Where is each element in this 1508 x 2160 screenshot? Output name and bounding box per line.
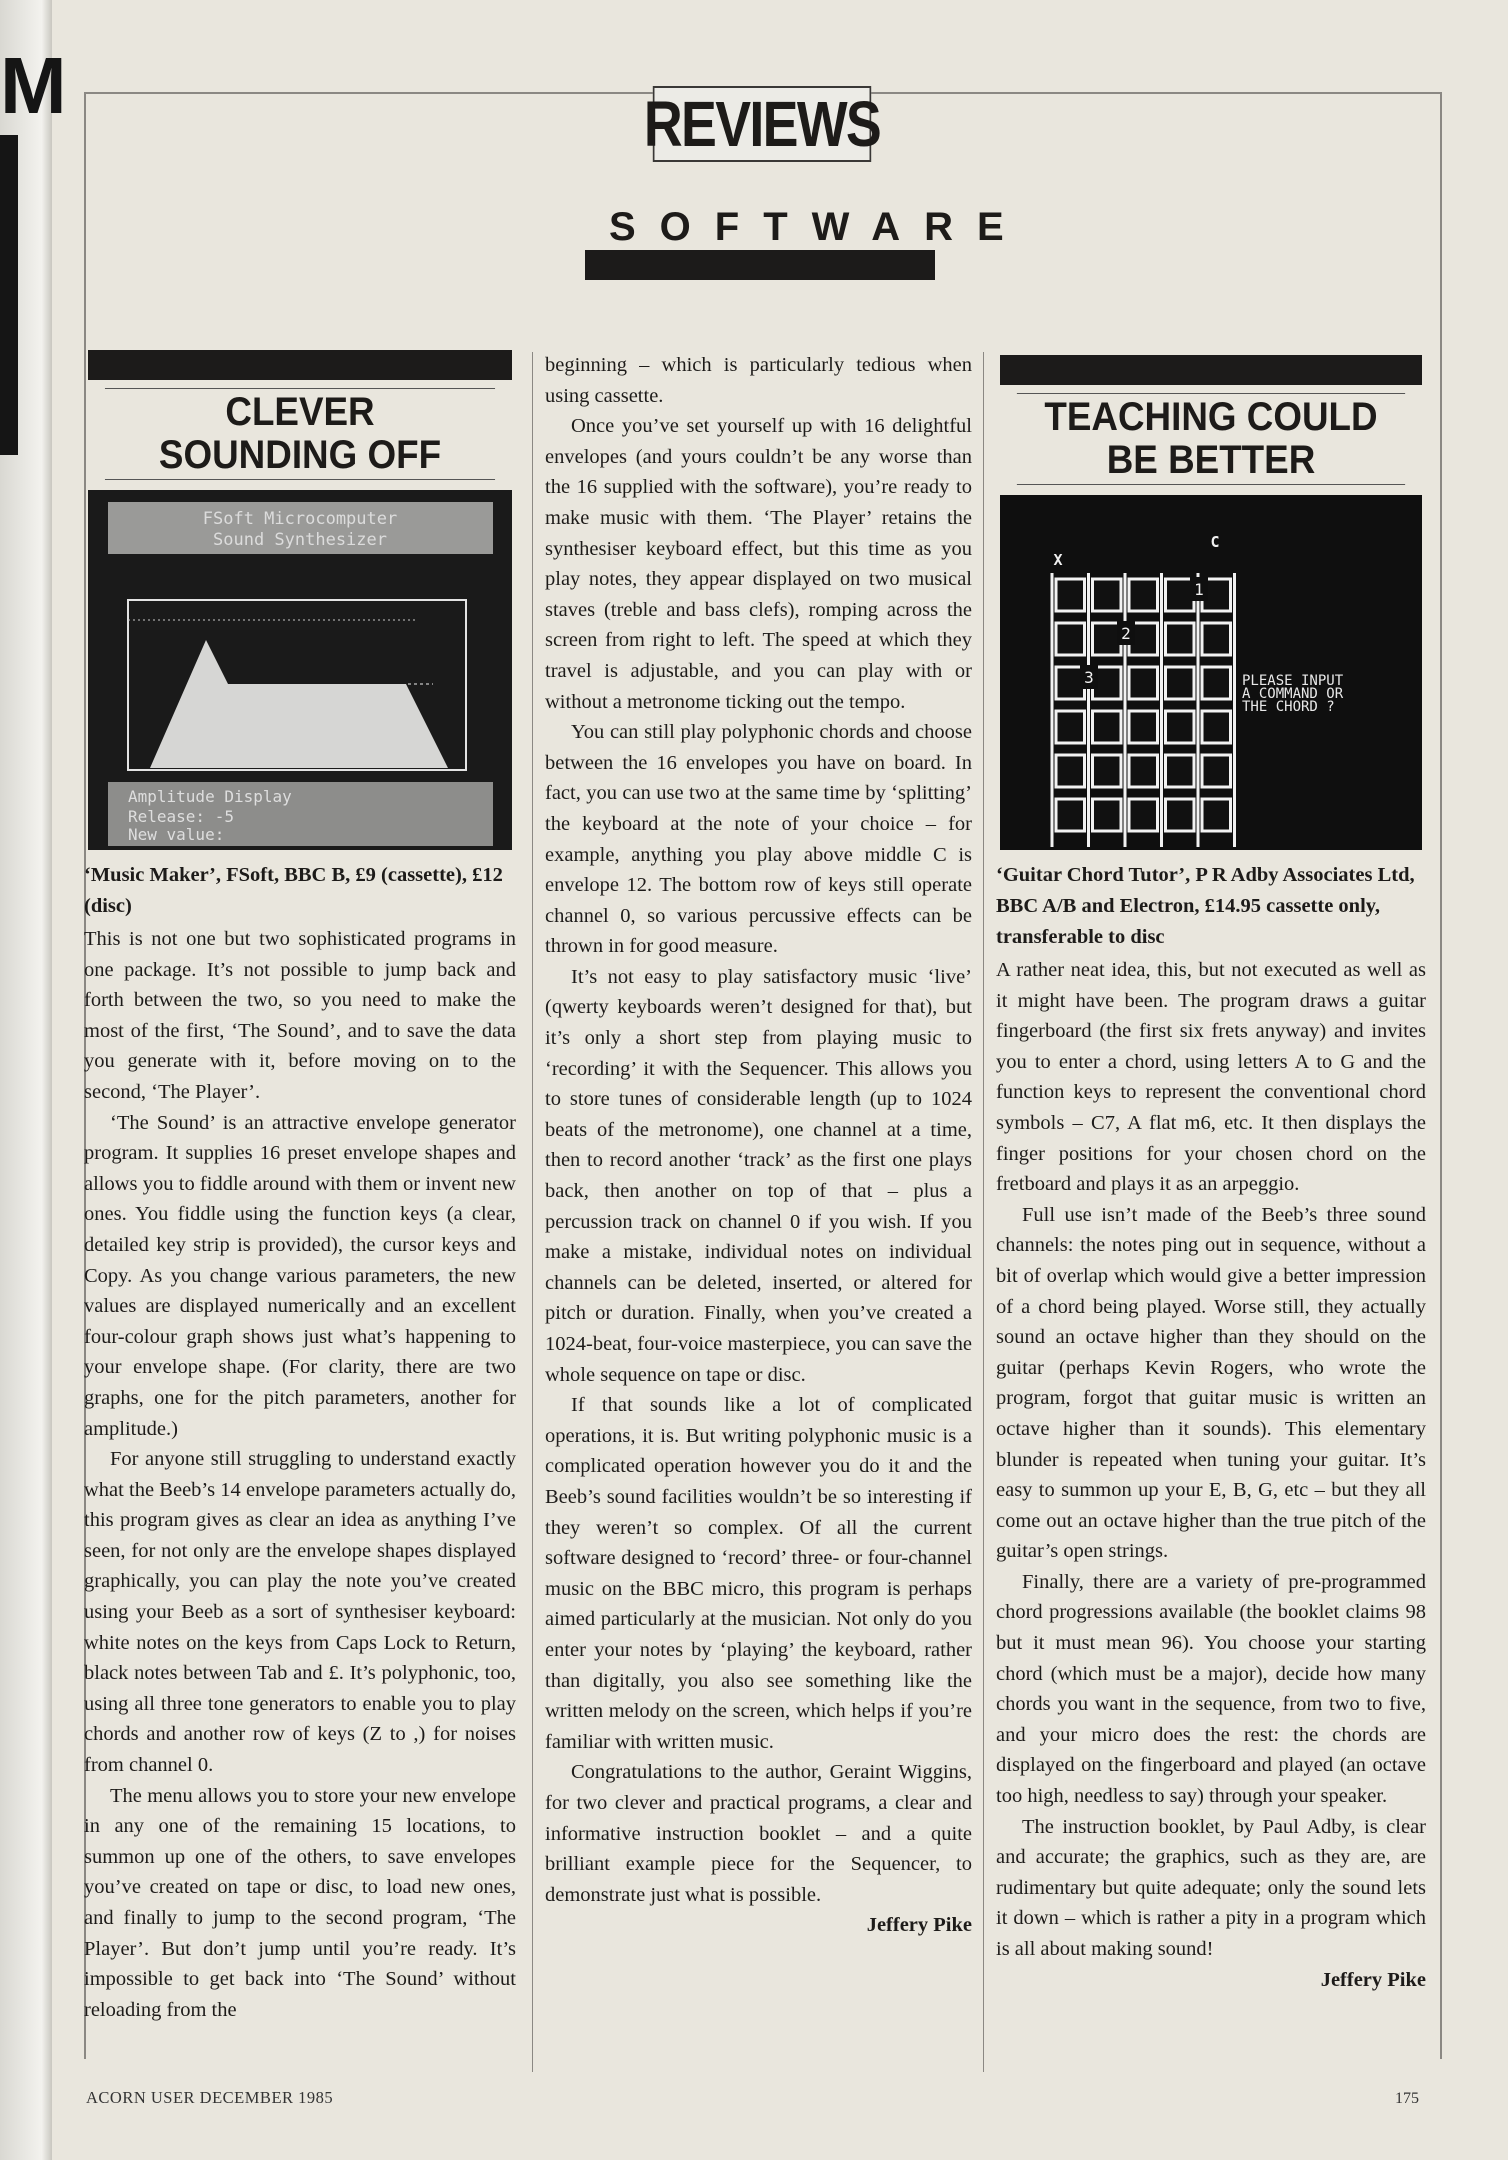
review1-caption: ‘Music Maker’, FSoft, BBC B, £9 (cassette), £12 (disc) [84,864,503,917]
review1-column [84,350,516,2025]
fret-cell [1093,755,1122,787]
fret-cell [1166,667,1195,699]
section-title: SOFTWARE [609,205,1028,249]
review1-paragraph: If that sounds like a lot of complicated operations, it is. But writing polyphonic music is a complicated operation however you do it and the Beeb’s sound facilities wouldn’t be so interesting if they weren’t so complex. Of all the current software designed to ‘record’ three- or four-channel music on the BBC micro, this program is perhaps aimed particularly at the musician. Not only do you enter your notes by ‘playing’ the keyboard, rather than digitally, you also see something like the written melody on the screen, which helps if you’re familiar with written music. [545,1394,972,1753]
finger-number: 1 [1194,580,1204,599]
mute-marker-text: X [1053,551,1063,569]
fret-cell [1202,755,1231,787]
headline-line: SOUNDING OFF [158,433,442,477]
envelope-graph [88,490,512,850]
review1-paragraph: For anyone still struggling to understand exactly what the Beeb’s 14 envelope parameters actually do, this program gives as clear an idea as anything I’ve seen, for not only are the envelope shapes displayed graphically, you can play the note you’ve created using your Beeb as a sort of synthesiser keyboard: white notes on the keys from Caps Lock to Return, black notes between Tab and £. It’s polyphonic, too, using all three tone generators to enable you to play chords and another row of keys (Z to ,) for noises from channel 0. [84,1448,516,1777]
fret-cell [1166,711,1195,743]
fret-cell [1129,755,1158,787]
fret-cell [1129,711,1158,743]
review1-paragraph: Once you’ve set yourself up with 16 delightful envelopes (and yours couldn’t be any worse than the 16 supplied with the software), you’re ready to make music with them. ‘The Player’ retains the synthesiser keyboard effect, but this time as you play notes, they appear displayed on two musical staves (treble and bass clefs), romping across the screen from right to left. The speed at which they travel is adjustable, and you can play with or without a metronome ticking out the tempo. [545,415,972,713]
review2-paragraph: Full use isn’t made of the Beeb’s three sound channels: the notes ping out in sequence, without a bit of overlap which would give a better impression of a chord being played. Worse still, they actually sound an octave higher than they should on the guitar (perhaps Kevin Rogers, who wrote the program, forgot that guitar music is written an octave higher than it sounds). This elementary blunder is repeated when tuning your guitar. It’s easy to summon up your E, B, G, etc – but they all come out an octave higher than the true pitch of the guitar’s open strings. [996,1203,1426,1563]
review1-headline [105,388,495,480]
fret-cell [1166,623,1195,655]
fret-cell [1093,623,1122,655]
fret-cell [1129,799,1158,831]
review1-paragraph: You can still play polyphonic chords and choose between the 16 envelopes you have on board. In fact, you can use two at the same time by ‘splitting’ the keyboard at the note of your choice – for example, anything you play above middle C is envelope 12. The bottom row of keys still operate channel 0, so various percussive effects can be thrown in for good measure. [545,721,972,958]
column-rule [532,352,533,2072]
review2-paragraph: The instruction booklet, by Paul Adby, is clear and accurate; the graphics, such as they are, are rudimentary but quite adequate; only the sound lets it down – which is rather a pity in a program which is all about making sound! [996,1815,1426,1960]
review2-byline: Jeffery Pike [1320,1968,1426,1991]
page-number: 175 [1395,2090,1419,2107]
fret-cell [1056,711,1085,743]
finger-number: 3 [1084,668,1094,687]
finger-number: 2 [1121,624,1131,643]
review2-caption: ‘Guitar Chord Tutor’, P R Adby Associates Ltd, BBC A/B and Electron, £14.95 cassette only, transferable to disc [996,864,1415,948]
fret-cell [1093,711,1122,743]
fret-cell [1093,579,1122,611]
fret-cell [1202,799,1231,831]
review1-screenshot [88,490,512,850]
review1-paragraph: Congratulations to the author, Geraint Wiggins, for two clever and practical programs, a clear and informative instruction booklet – and a quite brilliant example piece for the Sequencer, to demonstrate just what is possible. [545,1761,972,1906]
review2-paragraph: Finally, there are a variety of pre-programmed chord progressions available (the booklet claims 98 but it must mean 96). You choose your starting chord (which must be a major), decide how many chords you want in the sequence, from two to five, and your micro does the rest: the chords are displayed on the fingerboard and played (an octave too high, needless to say) through your speaker. [996,1570,1426,1808]
fret-cell [1093,799,1122,831]
fret-cell [1129,579,1158,611]
screen-title-text: FSoft Microcomputer [202,509,398,529]
prompt-text: THE CHORD ? [1242,699,1335,715]
headline-bar [1000,355,1422,385]
masthead: REVIEWS [643,88,881,160]
fret-cell [1166,755,1195,787]
fret-cell [1166,799,1195,831]
adjacent-page-black-bar [0,135,18,455]
prompt-text: A COMMAND OR [1242,686,1344,702]
headline-bar [88,350,512,380]
prompt-text: PLEASE INPUT [1242,673,1344,689]
envelope-shape [150,640,448,768]
review1-continued-column [545,350,972,1941]
fretboard [1052,573,1235,847]
footer-publication: ACORN USER DECEMBER 1985 [86,2088,334,2107]
review2-column [996,355,1426,1995]
adjacent-page-letter: M [0,41,67,130]
screen-status-text: Release: -5 [128,807,234,826]
section-bar [585,250,935,280]
fret-cell [1129,667,1158,699]
fret-cell [1056,623,1085,655]
chord-name-text: C [1210,533,1220,551]
column-rule [983,352,984,2072]
review1-paragraph: The menu allows you to store your new envelope in any one of the remaining 15 locations, to summon up one of the others, to save envelopes you’ve created on tape or disc, to load new ones, and finally to jump to the second program, ‘The Player’. But don’t jump until you’re ready. It’s impossible to get back into ‘The Sound’ without reloading from the [84,1784,516,2021]
review2-headline [1017,393,1405,485]
fret-cell [1202,667,1231,699]
review1-paragraph: ‘The Sound’ is an attractive envelope generator program. It supplies 16 preset envelope shapes and allows you to fiddle around with them or invent new ones. You fiddle using the function keys (a clear, detailed key strip is provided), the cursor keys and Copy. As you change various parameters, the new values are displayed numerically and an excellent four-colour graph shows just what’s happening to your envelope shape. (For clarity, there are two graphs, one for the pitch parameters, another for amplitude.) [84,1111,516,1440]
review1-paragraph: It’s not easy to play satisfactory music ‘live’ (qwerty keyboards weren’t designed for that), but it’s only a short step from playing music to ‘recording’ it with the Sequencer. This allows you to store tunes of considerable length (up to 1024 beats of the metronome), one channel at a time, then to record another ‘track’ as the first one plays back, then another on top of that – plus a percussion track on channel 0 if you wish. If you make a mistake, individual notes on individual channels can be deleted, inserted, or altered for pitch or duration. Finally, when you’ve created a 1024-beat, four-voice masterpiece, you can save the whole sequence on tape or disc. [545,965,972,1386]
fret-cell [1166,579,1195,611]
screen-title-text: Sound Synthesizer [213,530,387,550]
adjacent-page-edge [0,0,67,2160]
fret-cell [1056,799,1085,831]
headline-line: CLEVER [225,390,375,434]
headline-line: TEACHING COULD [1044,395,1378,439]
review1-byline: Jeffery Pike [866,1914,972,1937]
review1-paragraph: This is not one but two sophisticated programs in one package. It’s not possible to jump back and forth between the two, so you need to make the most of the first, ‘The Sound’, and to save the data you generate with it, before moving on to the second, ‘The Player’. [84,928,516,1103]
fret-cell [1056,579,1085,611]
fret-cell [1202,623,1231,655]
screen-status-text: Amplitude Display [128,787,292,806]
screen-status-text: New value: [128,825,225,844]
fret-cell [1056,755,1085,787]
fret-cell [1202,711,1231,743]
review2-paragraph: A rather neat idea, this, but not executed as well as it might have been. The program draws a guitar fingerboard (the first six frets anyway) and invites you to enter a chord, using letters A to G and the function keys to represent the conventional chord symbols – C7, A flat m6, etc. It then displays the finger positions for your chosen chord on the fretboard and plays it as an arpeggio. [996,959,1426,1196]
review2-screenshot [1000,495,1422,850]
headline-line: BE BETTER [1106,438,1316,482]
review1-paragraph: beginning – which is particularly tedious when using cassette. [545,354,972,407]
fretboard-display [1000,495,1422,850]
